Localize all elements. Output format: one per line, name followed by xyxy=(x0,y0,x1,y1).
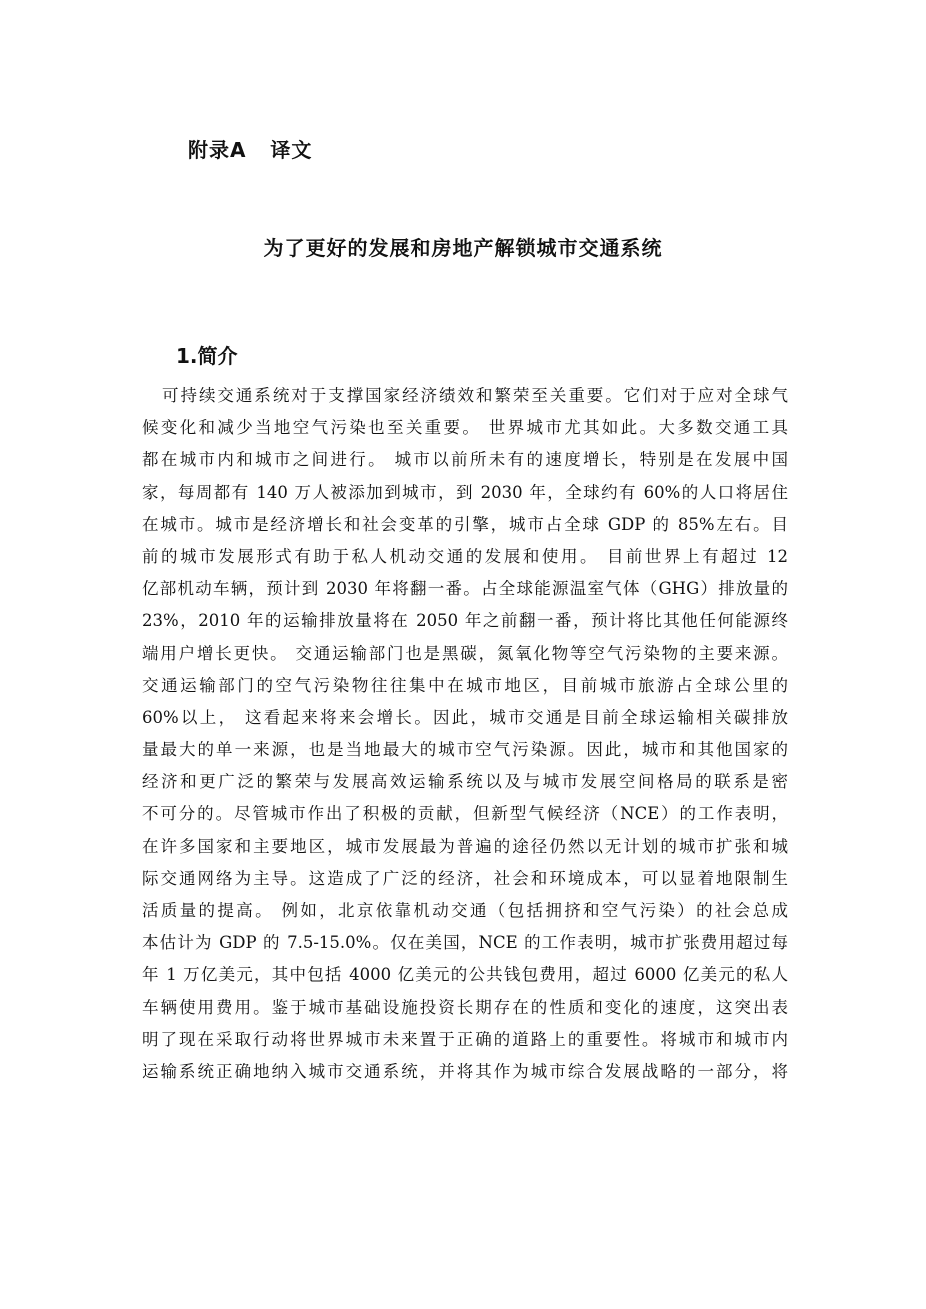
text-line: 年 1 万亿美元，其中包括 4000 亿美元的公共钱包费用，超过 6000 亿美元的私人 xyxy=(142,965,788,985)
text-line: 都在城市内和城市之间进行。 城市以前所未有的速度增长，特别是在发展中国 xyxy=(142,450,788,470)
section-heading: 1.简介 xyxy=(176,344,238,368)
body-paragraph xyxy=(142,380,788,1088)
text-line: 交通运输部门的空气污染物往往集中在城市地区，目前城市旅游占全球公里的 xyxy=(142,675,788,695)
text-line: 在城市。城市是经济增长和社会变革的引擎，城市占全球 GDP 的 85%左右。目 xyxy=(142,514,788,534)
text-line: 可持续交通系统对于支撑国家经济绩效和繁荣至关重要。它们对于应对全球气 xyxy=(162,386,788,405)
text-line: 量最大的单一来源，也是当地最大的城市空气污染源。因此，城市和其他国家的 xyxy=(142,740,788,760)
text-line: 60%以上， 这看起来将来会增长。因此，城市交通是目前全球运输相关碳排放 xyxy=(142,707,788,727)
text-line: 候变化和减少当地空气污染也至关重要。 世界城市尤其如此。大多数交通工具 xyxy=(142,418,788,438)
text-line: 家，每周都有 140 万人被添加到城市，到 2030 年，全球约有 60%的人口将居住 xyxy=(142,482,788,502)
text-line: 端用户增长更快。 交通运输部门也是黑碳，氮氧化物等空气污染物的主要来源。 xyxy=(142,643,788,663)
text-line: 23%，2010 年的运输排放量将在 2050 年之前翻一番，预计将比其他任何能源终 xyxy=(142,611,788,631)
text-line: 活质量的提高。 例如，北京依靠机动交通（包括拥挤和空气污染）的社会总成 xyxy=(142,901,788,920)
text-line: 经济和更广泛的繁荣与发展高效运输系统以及与城市发展空间格局的联系是密 xyxy=(142,772,788,792)
text-line: 明了现在采取行动将世界城市未来置于正确的道路上的重要性。将城市和城市内 xyxy=(142,1029,788,1049)
text-line: 亿部机动车辆，预计到 2030 年将翻一番。占全球能源温室气体（GHG）排放量的 xyxy=(142,579,788,599)
document-title: 为了更好的发展和房地产解锁城市交通系统 xyxy=(263,236,663,260)
text-line: 在许多国家和主要地区，城市发展最为普遍的途径仍然以无计划的城市扩张和城 xyxy=(142,836,788,856)
appendix-heading: 附录A 译文 xyxy=(188,138,313,162)
text-line: 不可分的。尽管城市作出了积极的贡献，但新型气候经济（NCE）的工作表明， xyxy=(142,804,788,824)
text-line: 运输系统正确地纳入城市交通系统，并将其作为城市综合发展战略的一部分，将 xyxy=(142,1061,788,1081)
text-line: 车辆使用费用。鉴于城市基础设施投资长期存在的性质和变化的速度，这突出表 xyxy=(142,997,788,1017)
text-line: 前的城市发展形式有助于私人机动交通的发展和使用。 目前世界上有超过 12 xyxy=(142,546,788,566)
text-line: 际交通网络为主导。这造成了广泛的经济，社会和环境成本，可以显着地限制生 xyxy=(142,868,788,888)
text-line: 本估计为 GDP 的 7.5-15.0%。仅在美国，NCE 的工作表明，城市扩张费用超过每 xyxy=(142,933,788,953)
